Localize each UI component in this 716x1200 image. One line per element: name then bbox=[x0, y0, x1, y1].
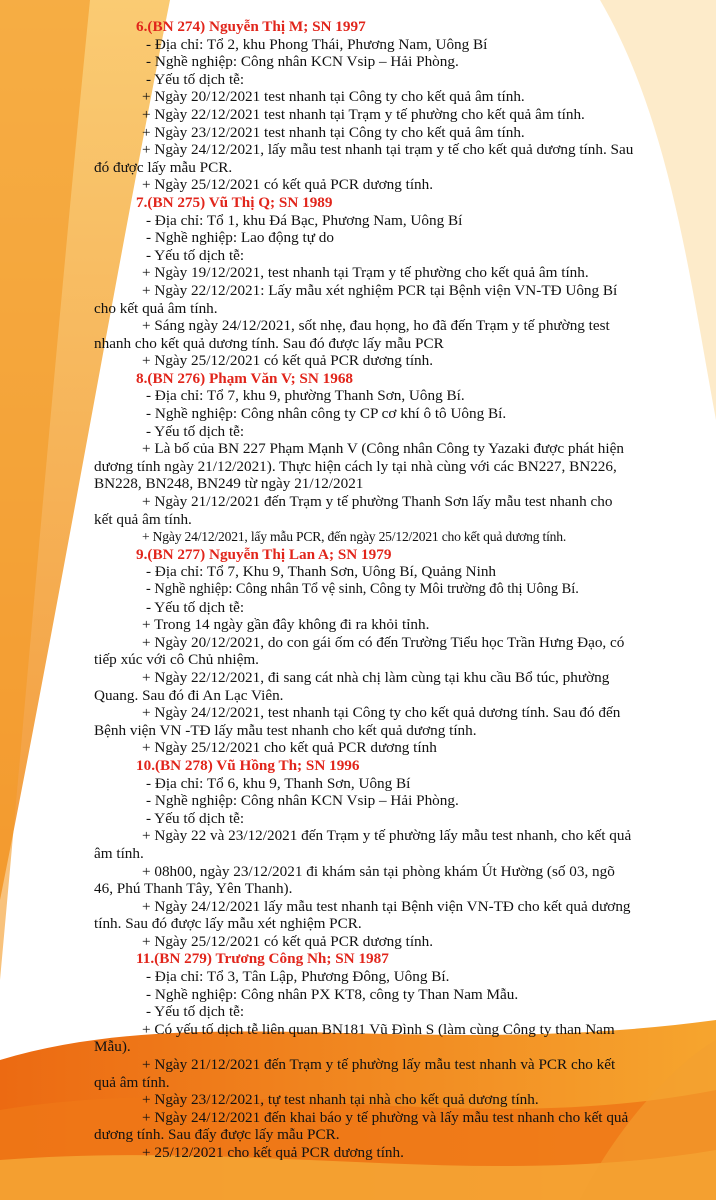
case-heading: 7.(BN 275) Vũ Thị Q; SN 1989 bbox=[136, 193, 333, 211]
case-line: - Địa chỉ: Tổ 2, khu Phong Thái, Phương Nam, Uông Bí bbox=[146, 35, 488, 53]
case-heading: 6.(BN 274) Nguyễn Thị M; SN 1997 bbox=[136, 18, 366, 35]
case-line: - Nghề nghiệp: Công nhân KCN Vsip – Hải Phòng. bbox=[146, 792, 459, 810]
case-line: - Nghề nghiệp: Công nhân KCN Vsip – Hải Phòng. bbox=[146, 53, 459, 71]
case-line: + Ngày 22/12/2021: Lấy mẫu xét nghiệm PCR tại Bệnh viện VN-TĐ Uông Bí cho kết quả âm tính. bbox=[94, 281, 618, 317]
case-line: + Ngày 22/12/2021 test nhanh tại Trạm y tế phường cho kết quả âm tính. bbox=[142, 105, 585, 123]
case-line: - Nghề nghiệp: Công nhân công ty CP cơ khí ô tô Uông Bí. bbox=[146, 405, 507, 423]
case-line: + Ngày 24/12/2021 đến khai báo y tế phường và lấy mẫu test nhanh cho kết quả dương tính. Sau đấy được lấy mẫu PCR. bbox=[94, 1108, 629, 1144]
case-line: - Yếu tố dịch tễ: bbox=[146, 809, 245, 827]
case-line: + Ngày 22/12/2021, đi sang cát nhà chị làm cùng tại khu cầu Bổ túc, phường Quang. Sau đó đi An Lạc Viên. bbox=[94, 668, 610, 704]
case-line: - Nghề nghiệp: Lao động tự do bbox=[146, 229, 334, 247]
case-line: + Có yếu tố dịch tễ liên quan BN181 Vũ Đình S (làm cùng Công ty than Nam Mẫu). bbox=[94, 1020, 615, 1056]
case-line: + Ngày 21/12/2021 đến Trạm y tế phường Thanh Sơn lấy mẫu test nhanh cho kết quả âm tính. bbox=[94, 493, 613, 528]
case-line: + Ngày 23/12/2021, tự test nhanh tại nhà cho kết quả dương tính. bbox=[142, 1091, 539, 1109]
case-line: + Ngày 25/12/2021 có kết quả PCR dương tính. bbox=[142, 932, 434, 950]
case-line: + Ngày 19/12/2021, test nhanh tại Trạm y tế phường cho kết quả âm tính. bbox=[142, 264, 589, 282]
case-line: - Địa chỉ: Tổ 1, khu Đá Bạc, Phương Nam, Uông Bí bbox=[146, 211, 463, 229]
case-line: - Yếu tố dịch tễ: bbox=[146, 246, 245, 264]
case-line: + Ngày 25/12/2021 có kết quả PCR dương tính. bbox=[142, 176, 434, 194]
case-line: + Sáng ngày 24/12/2021, sốt nhẹ, đau họng, ho đã đến Trạm y tế phường test nhanh cho kết quả dương tính. Sau đó được lấy mẫu PCR bbox=[94, 317, 610, 352]
case-line: - Nghề nghiệp: Công nhân Tổ vệ sinh, Công ty Môi trường đô thị Uông Bí. bbox=[146, 581, 579, 597]
case-line: + Là bố của BN 227 Phạm Mạnh V (Công nhân Công ty Yazaki được phát hiện dương tính ngày 21/12/2021). Thực hiện cách ly tại nhà cùng với các BN227, BN226, BN228, BN248, BN249 từ ngày 21/12/2021 bbox=[94, 440, 624, 493]
case-line: + 25/12/2021 cho kết quả PCR dương tính. bbox=[142, 1144, 404, 1161]
case-line: + Ngày 22 và 23/12/2021 đến Trạm y tế phường lấy mẫu test nhanh, cho kết quả âm tính. bbox=[94, 827, 632, 862]
case-report-text bbox=[94, 18, 634, 1162]
case-line: - Địa chỉ: Tổ 7, Khu 9, Thanh Sơn, Uông Bí, Quảng Ninh bbox=[146, 563, 497, 581]
case-line: - Yếu tố dịch tễ: bbox=[146, 1003, 245, 1021]
case-line: - Địa chỉ: Tổ 6, khu 9, Thanh Sơn, Uông Bí bbox=[146, 774, 411, 792]
case-line: + Ngày 25/12/2021 cho kết quả PCR dương tính bbox=[142, 739, 437, 757]
case-line: - Yếu tố dịch tễ: bbox=[146, 422, 245, 440]
case-line: + Ngày 24/12/2021, lấy mẫu PCR, đến ngày 25/12/2021 cho kết quả dương tính. bbox=[142, 529, 567, 545]
case-line: + Ngày 24/12/2021, test nhanh tại Công ty cho kết quả dương tính. Sau đó đến Bệnh viện VN -TĐ lấy mẫu test nhanh cho kết quả dương tính. bbox=[94, 704, 621, 739]
case-line: - Yếu tố dịch tễ: bbox=[146, 70, 245, 88]
case-line: + Ngày 20/12/2021, do con gái ốm có đến Trường Tiểu học Trần Hưng Đạo, có tiếp xúc với cô Chủ nhiệm. bbox=[94, 633, 625, 669]
case-heading: 10.(BN 278) Vũ Hồng Th; SN 1996 bbox=[136, 756, 360, 774]
case-line: + Ngày 24/12/2021 lấy mẫu test nhanh tại Bệnh viện VN-TĐ cho kết quả dương tính. Sau đó được lấy mẫu xét nghiệm PCR. bbox=[94, 897, 631, 933]
case-heading: 9.(BN 277) Nguyễn Thị Lan A; SN 1979 bbox=[136, 545, 392, 563]
case-line: + Ngày 23/12/2021 test nhanh tại Công ty cho kết quả âm tính. bbox=[142, 123, 525, 141]
case-line: + Ngày 25/12/2021 có kết quả PCR dương tính. bbox=[142, 352, 434, 370]
case-line: - Địa chỉ: Tổ 7, khu 9, phường Thanh Sơn, Uông Bí. bbox=[146, 387, 465, 405]
case-heading: 8.(BN 276) Phạm Văn V; SN 1968 bbox=[136, 369, 354, 387]
case-line: - Địa chỉ: Tổ 3, Tân Lập, Phương Đông, Uông Bí. bbox=[146, 968, 450, 986]
case-line: - Nghề nghiệp: Công nhân PX KT8, công ty Than Nam Mẫu. bbox=[146, 985, 519, 1003]
case-line: + 08h00, ngày 23/12/2021 đi khám sản tại phòng khám Út Hường (số 03, ngõ 46, Phú Thanh Tây, Yên Thanh). bbox=[94, 862, 615, 898]
case-line: + Trong 14 ngày gần đây không đi ra khỏi tỉnh. bbox=[142, 616, 430, 634]
case-line: - Yếu tố dịch tễ: bbox=[146, 598, 245, 616]
case-line: + Ngày 20/12/2021 test nhanh tại Công ty cho kết quả âm tính. bbox=[142, 88, 525, 106]
case-line: + Ngày 24/12/2021, lấy mẫu test nhanh tại trạm y tế cho kết quả dương tính. Sau đó được lấy mẫu PCR. bbox=[94, 141, 634, 176]
case-heading: 11.(BN 279) Trương Công Nh; SN 1987 bbox=[136, 950, 389, 968]
case-line: + Ngày 21/12/2021 đến Trạm y tế phường lấy mẫu test nhanh và PCR cho kết quả âm tính. bbox=[94, 1056, 616, 1091]
